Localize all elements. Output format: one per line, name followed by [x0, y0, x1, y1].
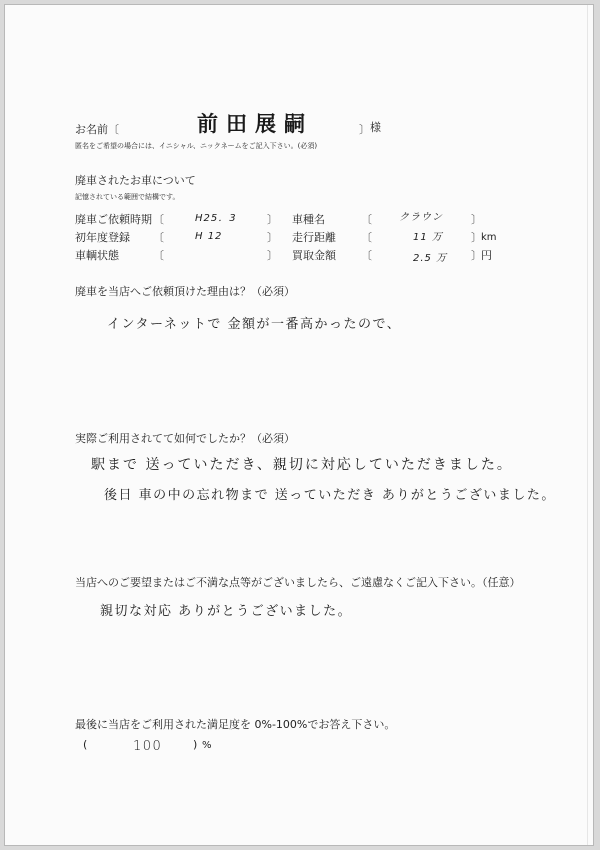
- field-value-mileage: 11 万: [413, 232, 443, 243]
- field-close-bracket: 〕: [267, 249, 278, 262]
- name-close-bracket: 〕: [359, 123, 370, 136]
- field-value-purchase-price: 2.5 万: [413, 253, 448, 264]
- reason-answer: インターネットで 金額が一番高かったので、: [107, 317, 402, 332]
- scan-edge-line: [587, 5, 588, 845]
- survey-sheet: [4, 4, 594, 846]
- field-label-condition: 車輌状態: [75, 249, 119, 262]
- experience-answer-line1: 駅まで 送っていただき、親切に対応していただきました。: [91, 457, 513, 473]
- experience-answer-line2: 後日 車の中の忘れ物まで 送っていただき ありがとうございました。: [104, 488, 556, 503]
- field-value-model: クラウン: [399, 212, 443, 223]
- field-close-bracket: 〕: [267, 213, 278, 226]
- field-unit-km: km: [481, 232, 497, 243]
- request-question: 当店へのご要望またはご不満な点等がございましたら、ご遠慮なくご記入下さい。（任意）: [75, 576, 521, 589]
- satisfaction-percent-unit: %: [202, 740, 212, 751]
- reason-question: 廃車を当店へご依頼頂けた理由は？（必須）: [75, 285, 295, 298]
- field-close-bracket: 〕: [471, 213, 482, 226]
- field-close-bracket: 〕: [471, 249, 482, 262]
- name-label: お名前〔: [75, 123, 119, 136]
- field-value-request-date: H25．3: [195, 213, 237, 224]
- field-open-bracket: 〔: [361, 249, 372, 262]
- satisfaction-close-paren: ): [193, 738, 198, 751]
- field-open-bracket: 〔: [153, 231, 164, 244]
- satisfaction-open-paren: (: [83, 738, 88, 751]
- car-section-note: 記憶されている範囲で結構です。: [75, 193, 180, 201]
- field-open-bracket: 〔: [153, 213, 164, 226]
- field-close-bracket: 〕: [267, 231, 278, 244]
- field-label-model: 車種名: [292, 213, 325, 226]
- field-label-request-date: 廃車ご依頼時期: [75, 213, 152, 226]
- experience-question: 実際ご利用されてて如何でしたか？（必須）: [75, 432, 295, 445]
- field-open-bracket: 〔: [153, 249, 164, 262]
- field-label-purchase-price: 買取金額: [292, 249, 336, 262]
- name-value: 前田展嗣: [197, 112, 313, 136]
- request-answer: 親切な対応 ありがとうございました。: [100, 604, 353, 619]
- field-value-first-registration: H 12: [195, 231, 223, 242]
- satisfaction-value: 100: [133, 739, 163, 754]
- field-unit-yen: 円: [481, 249, 492, 262]
- field-label-mileage: 走行距離: [292, 231, 336, 244]
- name-note: 匿名をご希望の場合には、イニシャル、ニックネームをご記入下さい。(必須): [75, 142, 318, 150]
- field-open-bracket: 〔: [361, 213, 372, 226]
- satisfaction-question: 最後に当店をご利用された満足度を 0%-100%でお答え下さい。: [75, 718, 396, 731]
- name-honorific: 様: [370, 121, 381, 134]
- field-close-bracket: 〕: [471, 231, 482, 244]
- field-label-first-registration: 初年度登録: [75, 231, 130, 244]
- field-open-bracket: 〔: [361, 231, 372, 244]
- car-section-title: 廃車されたお車について: [75, 174, 196, 187]
